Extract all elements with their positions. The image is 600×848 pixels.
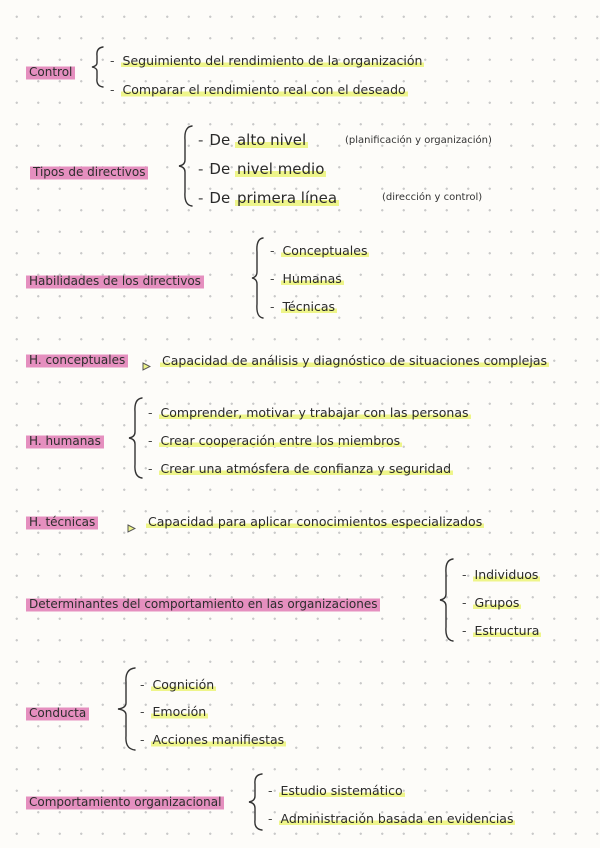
comportamiento-item-2: - Administración basada en evidencias — [268, 811, 514, 826]
dash: - — [110, 53, 115, 68]
control-item-2: - Comparar el rendimiento real con el deseado — [110, 82, 406, 97]
topic-conducta: Conducta — [26, 704, 89, 722]
topic-h-conceptuales: H. conceptuales — [26, 351, 128, 369]
comportamiento-item-1: - Estudio sistemático — [268, 783, 403, 798]
humanas-item-3: - Crear una atmósfera de confianza y seguridad — [148, 461, 452, 476]
brace-control — [90, 45, 106, 89]
brace-humanas — [127, 396, 145, 480]
topic-h-humanas: H. humanas — [26, 432, 104, 450]
brace-determinantes — [438, 557, 456, 643]
topic-comportamiento: Comportamiento organizacional — [26, 793, 224, 811]
tipos-note-3: (dirección y control) — [382, 192, 483, 203]
control-item-1: - Seguimiento del rendimiento de la organización — [110, 53, 423, 68]
determinantes-item-1: - Individuos — [462, 567, 539, 582]
humanas-item-2: - Crear cooperación entre los miembros — [148, 433, 401, 448]
conducta-item-2: - Emoción — [140, 704, 207, 719]
conducta-item-3: - Acciones manifiestas — [140, 732, 285, 747]
dash: - — [110, 82, 115, 97]
topic-control: Control — [26, 63, 75, 81]
tipos-note-1: (planificación y organización) — [345, 135, 492, 146]
topic-tipos-directivos: Tipos de directivos — [30, 163, 148, 181]
arrow-right-icon — [127, 518, 136, 527]
brace-tipos — [177, 124, 195, 208]
topic-habilidades: Habilidades de los directivos — [26, 272, 204, 290]
brace-habilidades — [250, 236, 266, 320]
topic-determinantes: Determinantes del comportamiento en las organizaciones — [26, 595, 380, 613]
tipos-item-3: - De primera línea — [198, 189, 338, 207]
habilidades-item-1: - Conceptuales — [270, 243, 368, 258]
determinantes-item-2: - Grupos — [462, 595, 520, 610]
conceptuales-text: Capacidad de análisis y diagnóstico de situaciones complejas — [162, 353, 548, 368]
topic-h-tecnicas: H. técnicas — [26, 513, 98, 531]
tecnicas-text: Capacidad para aplicar conocimientos especializados — [148, 514, 483, 529]
habilidades-item-2: - Humanas — [270, 271, 342, 286]
brace-conducta — [116, 666, 138, 752]
determinantes-item-3: - Estructura — [462, 623, 540, 638]
conducta-item-1: - Cognición — [140, 677, 215, 692]
arrow-right-icon — [142, 356, 151, 365]
brace-comportamiento — [247, 772, 265, 832]
humanas-item-1: - Comprender, motivar y trabajar con las personas — [148, 405, 469, 420]
tipos-item-2: - De nivel medio — [198, 160, 325, 178]
tipos-item-1: - De alto nivel — [198, 131, 307, 149]
habilidades-item-3: - Técnicas — [270, 299, 336, 314]
